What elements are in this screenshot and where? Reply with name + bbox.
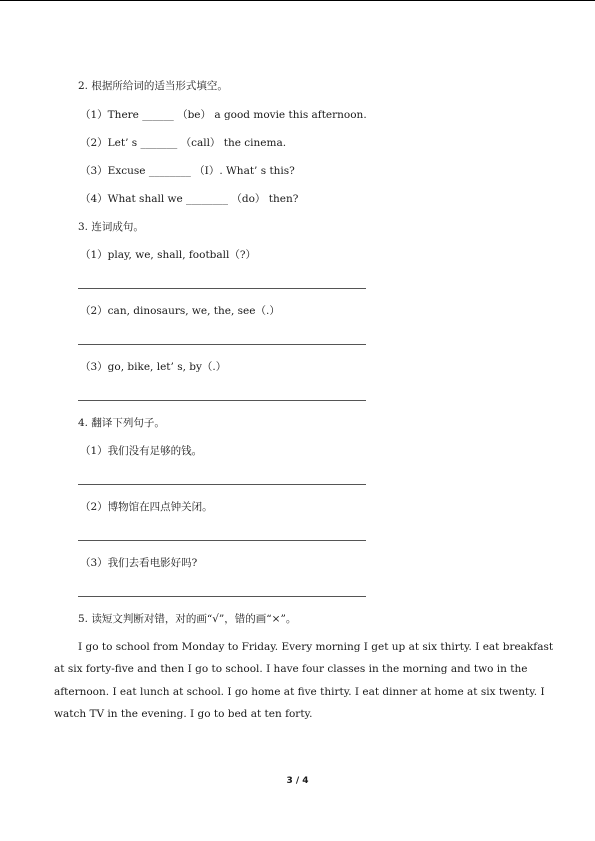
- section5-heading: 5. 读短文判断对错，对的画“√”，错的画“×”。: [78, 613, 297, 625]
- section4-item-3: （3）我们去看电影好吗?: [80, 557, 198, 569]
- section2-item-4: （4）What shall we ________ （do） then?: [80, 193, 299, 205]
- answer-line: [78, 344, 366, 345]
- reading-passage: I go to school from Monday to Friday. Every morning I get up at six thirty. I eat breakfast at six forty-five and then I go to school. I have four classes in the morning and two in the afternoon. I eat lunch at school. I go home at five thirty. I eat dinner at home at six twenty. I watch TV in the evening. I go to bed at ten forty.: [54, 641, 554, 720]
- answer-line: [78, 288, 366, 289]
- section2-item-3: （3）Excuse ________ （I）. What’ s this?: [80, 165, 295, 177]
- top-border: [0, 0, 595, 1]
- answer-line: [78, 540, 366, 541]
- section2-heading: 2. 根据所给词的适当形式填空。: [78, 80, 228, 92]
- answer-line: [78, 400, 366, 401]
- section3-item-1: （1）play, we, shall, football（?）: [80, 249, 256, 261]
- section3-heading: 3. 连词成句。: [78, 221, 144, 233]
- answer-line: [78, 596, 366, 597]
- section2-item-2: （2）Let’ s _______ （call） the cinema.: [80, 137, 287, 149]
- section3-item-3: （3）go, bike, let’ s, by（.）: [80, 361, 227, 373]
- section4-item-1: （1）我们没有足够的钱。: [80, 445, 203, 457]
- section4-item-2: （2）博物馆在四点钟关闭。: [80, 501, 213, 513]
- section3-item-2: （2）can, dinosaurs, we, the, see（.）: [80, 305, 280, 317]
- answer-line: [78, 484, 366, 485]
- section2-item-1: （1）There ______ （be） a good movie this afternoon.: [80, 109, 367, 121]
- page-number: 3 / 4: [286, 776, 309, 786]
- section4-heading: 4. 翻译下列句子。: [78, 417, 165, 429]
